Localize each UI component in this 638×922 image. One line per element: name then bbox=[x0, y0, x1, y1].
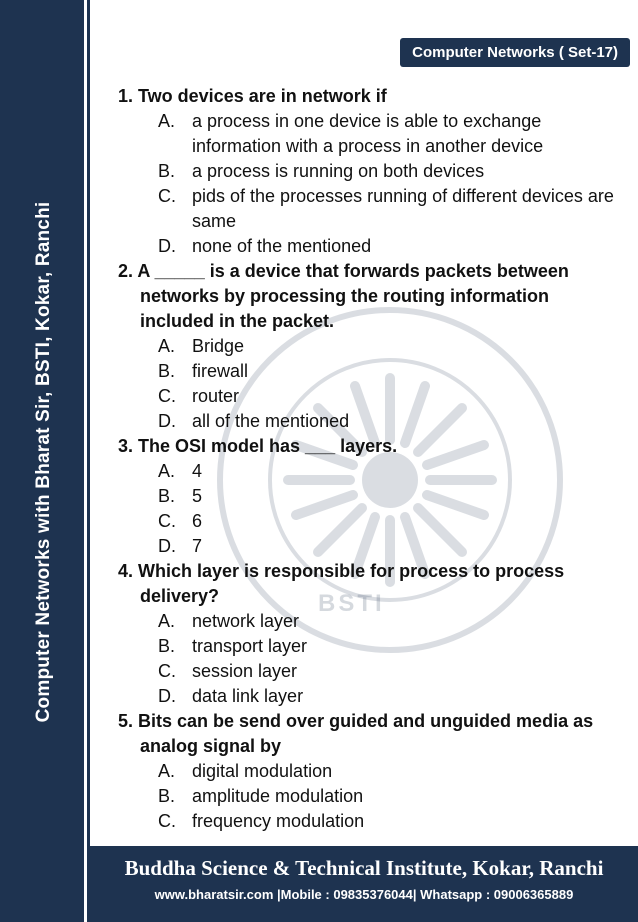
option-item bbox=[118, 484, 628, 509]
footer-contact: www.bharatsir.com |Mobile : 09835376044| Whatsapp : 09006365889 bbox=[154, 887, 574, 902]
option-text: session layer bbox=[192, 661, 298, 681]
option-item bbox=[118, 634, 628, 659]
question-item bbox=[118, 434, 628, 559]
option-list bbox=[118, 334, 628, 434]
question-item bbox=[118, 84, 628, 259]
option-letter: A. bbox=[158, 761, 176, 781]
option-text: 5 bbox=[192, 486, 203, 506]
option-item bbox=[118, 334, 628, 359]
option-letter: C. bbox=[158, 511, 176, 531]
option-letter: D. bbox=[158, 236, 176, 256]
question-text: 5. Bits can be send over guided and unguided media as analog signal by bbox=[118, 711, 594, 756]
option-item bbox=[118, 659, 628, 684]
option-letter: C. bbox=[158, 386, 176, 406]
option-list bbox=[118, 459, 628, 559]
question-text: 1. Two devices are in network if bbox=[118, 86, 387, 106]
option-text: transport layer bbox=[192, 636, 308, 656]
option-letter: A. bbox=[158, 461, 176, 481]
option-letter: B. bbox=[158, 361, 176, 381]
option-list bbox=[118, 759, 628, 834]
sidebar-edge-line bbox=[87, 0, 90, 922]
option-letter: B. bbox=[158, 486, 176, 506]
option-item bbox=[118, 684, 628, 709]
option-item bbox=[118, 359, 628, 384]
option-text: router bbox=[192, 386, 240, 406]
option-item bbox=[118, 234, 628, 259]
question-text: 4. Which layer is responsible for process to process delivery? bbox=[118, 561, 565, 606]
option-text: frequency modulation bbox=[192, 811, 365, 831]
option-list bbox=[118, 109, 628, 259]
option-text: network layer bbox=[192, 611, 300, 631]
question-list bbox=[118, 84, 628, 834]
option-item bbox=[118, 159, 628, 184]
option-text: 6 bbox=[192, 511, 203, 531]
option-item bbox=[118, 509, 628, 534]
option-letter: C. bbox=[158, 661, 176, 681]
option-item bbox=[118, 109, 628, 159]
option-item bbox=[118, 784, 628, 809]
sidebar-title: Computer Networks with Bharat Sir, BSTI, Kokar, Ranchi bbox=[33, 201, 54, 723]
option-text: firewall bbox=[192, 361, 249, 381]
option-text: data link layer bbox=[192, 686, 304, 706]
option-item bbox=[118, 759, 628, 784]
option-item bbox=[118, 184, 628, 234]
option-item bbox=[118, 459, 628, 484]
option-letter: D. bbox=[158, 411, 176, 431]
option-item bbox=[118, 384, 628, 409]
option-letter: C. bbox=[158, 186, 176, 206]
option-item bbox=[118, 534, 628, 559]
question-item bbox=[118, 259, 628, 434]
option-text: amplitude modulation bbox=[192, 786, 364, 806]
sidebar-band bbox=[0, 0, 84, 922]
option-text: digital modulation bbox=[192, 761, 333, 781]
option-letter: C. bbox=[158, 811, 176, 831]
option-letter: D. bbox=[158, 536, 176, 556]
option-text: a process in one device is able to exchange information with a process in another device bbox=[192, 111, 544, 156]
question-text: 2. A _____ is a device that forwards packets between networks by processing the routing information included in the packet. bbox=[118, 261, 569, 331]
option-letter: D. bbox=[158, 686, 176, 706]
option-letter: A. bbox=[158, 111, 176, 131]
option-letter: B. bbox=[158, 161, 176, 181]
option-text: Bridge bbox=[192, 336, 245, 356]
option-letter: A. bbox=[158, 611, 176, 631]
footer-institute: Buddha Science & Technical Institute, Kokar, Ranchi bbox=[124, 856, 604, 880]
question-item bbox=[118, 709, 628, 834]
option-text: a process is running on both devices bbox=[192, 161, 485, 181]
option-item bbox=[118, 609, 628, 634]
question-text: 3. The OSI model has ___ layers. bbox=[118, 436, 398, 456]
footer-bar bbox=[90, 846, 638, 922]
option-text: none of the mentioned bbox=[192, 236, 372, 256]
option-letter: B. bbox=[158, 636, 176, 656]
option-text: 7 bbox=[192, 536, 203, 556]
watermark-text: BSTI bbox=[318, 590, 385, 617]
option-item bbox=[118, 409, 628, 434]
option-text: pids of the processes running of different devices are same bbox=[192, 186, 614, 231]
option-item bbox=[118, 809, 628, 834]
option-text: 4 bbox=[192, 461, 203, 481]
option-list bbox=[118, 609, 628, 709]
option-letter: A. bbox=[158, 336, 176, 356]
option-text: all of the mentioned bbox=[192, 411, 350, 431]
option-letter: B. bbox=[158, 786, 176, 806]
set-badge: Computer Networks ( Set-17) bbox=[400, 38, 630, 67]
question-item bbox=[118, 559, 628, 709]
